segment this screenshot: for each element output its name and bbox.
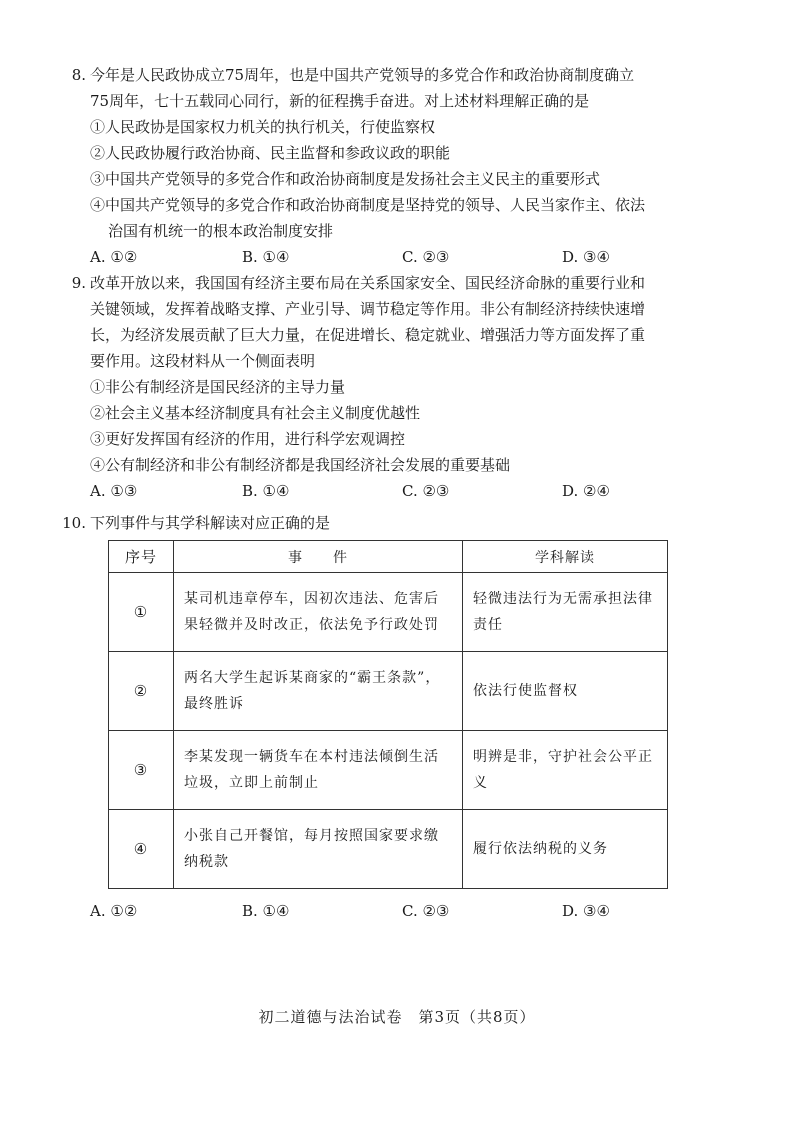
table-row [109,573,668,652]
question-9-option-a[interactable]: A. ①③ [90,482,138,500]
question-8-statement-1: ①人民政协是国家权力机关的执行机关，行使监察权 [90,118,436,136]
question-8-statement-4-cont: 治国有机统一的根本政治制度安排 [108,222,334,240]
table-header-row [109,541,668,573]
table-header-number: 序号 [109,541,174,573]
table-row [109,731,668,810]
question-9-stem-line-3: 长，为经济发展贡献了巨大力量，在促进增长、稳定就业、增强活力等方面发挥了重 [90,326,646,344]
question-10-number: 10. [62,514,86,532]
question-9-option-b[interactable]: B. ①④ [242,482,290,500]
table-row [109,652,668,731]
question-8-stem-line-2: 75周年，七十五载同心同行，新的征程携手奋进。对上述材料理解正确的是 [90,92,590,110]
question-9-number: 9. [71,274,86,292]
row-number: ① [109,573,174,652]
question-9-statement-3: ③更好发挥国有经济的作用，进行科学宏观调控 [90,430,406,448]
question-9-stem-line-2: 关键领域，发挥着战略支撑、产业引导、调节稳定等作用。非公有制经济持续快速增 [90,300,646,318]
question-10-option-b[interactable]: B. ①④ [242,902,290,920]
question-9-stem-line-4: 要作用。这段材料从一个侧面表明 [90,352,316,370]
question-8-options [66,244,706,270]
row-event: 小张自己开餐馆，每月按照国家要求缴纳税款 [174,810,463,889]
question-9-stem-line-1: 9. 改革开放以来，我国国有经济主要布局在关系国家安全、国民经济命脉的重要行业和 [66,270,706,296]
row-event: 两名大学生起诉某商家的“霸王条款”，最终胜诉 [174,652,463,731]
table-header-reading: 学科解读 [463,541,668,573]
row-number: ④ [109,810,174,889]
question-9-option-c[interactable]: C. ②③ [402,482,450,500]
question-10-options-wrap [66,898,706,924]
row-reading: 履行依法纳税的义务 [463,810,668,889]
question-9-options [66,478,706,504]
question-10-option-d[interactable]: D. ③④ [562,902,610,920]
question-8 [66,62,706,270]
question-8-number: 8. [71,66,86,84]
row-number: ② [109,652,174,731]
question-9-statement-1: ①非公有制经济是国民经济的主导力量 [90,378,346,396]
question-10-stem: 10. 下列事件与其学科解读对应正确的是 [60,510,700,536]
question-10-options [66,898,706,924]
question-10-option-c[interactable]: C. ②③ [402,902,450,920]
row-event: 李某发现一辆货车在本村违法倾倒生活垃圾，立即上前制止 [174,731,463,810]
row-number: ③ [109,731,174,810]
question-8-statement-4: ④中国共产党领导的多党合作和政治协商制度是坚持党的领导、人民当家作主、依法 [90,196,646,214]
question-8-option-a[interactable]: A. ①② [90,248,138,266]
question-8-stem-line-1: 8. 今年是人民政协成立75周年，也是中国共产党领导的多党合作和政治协商制度确立 [66,62,706,88]
question-8-option-d[interactable]: D. ③④ [562,248,610,266]
question-9-option-d[interactable]: D. ②④ [562,482,610,500]
table-row [109,810,668,889]
question-9 [66,270,706,504]
row-event: 某司机违章停车，因初次违法、危害后果轻微并及时改正，依法免予行政处罚 [174,573,463,652]
row-reading: 轻微违法行为无需承担法律责任 [463,573,668,652]
question-9-statement-4: ④公有制经济和非公有制经济都是我国经济社会发展的重要基础 [90,456,511,474]
question-10 [60,510,700,536]
question-8-option-c[interactable]: C. ②③ [402,248,450,266]
events-table [108,540,668,889]
page-footer: 初二道德与法治试卷 第3页（共8页） [258,1008,536,1026]
row-reading: 依法行使监督权 [463,652,668,731]
question-8-statement-2: ②人民政协履行政治协商、民主监督和参政议政的职能 [90,144,451,162]
table-header-event: 事 件 [174,541,463,573]
row-reading: 明辨是非，守护社会公平正义 [463,731,668,810]
question-10-option-a[interactable]: A. ①② [90,902,138,920]
question-9-statement-2: ②社会主义基本经济制度具有社会主义制度优越性 [90,404,421,422]
question-8-option-b[interactable]: B. ①④ [242,248,290,266]
question-8-statement-3: ③中国共产党领导的多党合作和政治协商制度是发扬社会主义民主的重要形式 [90,170,601,188]
